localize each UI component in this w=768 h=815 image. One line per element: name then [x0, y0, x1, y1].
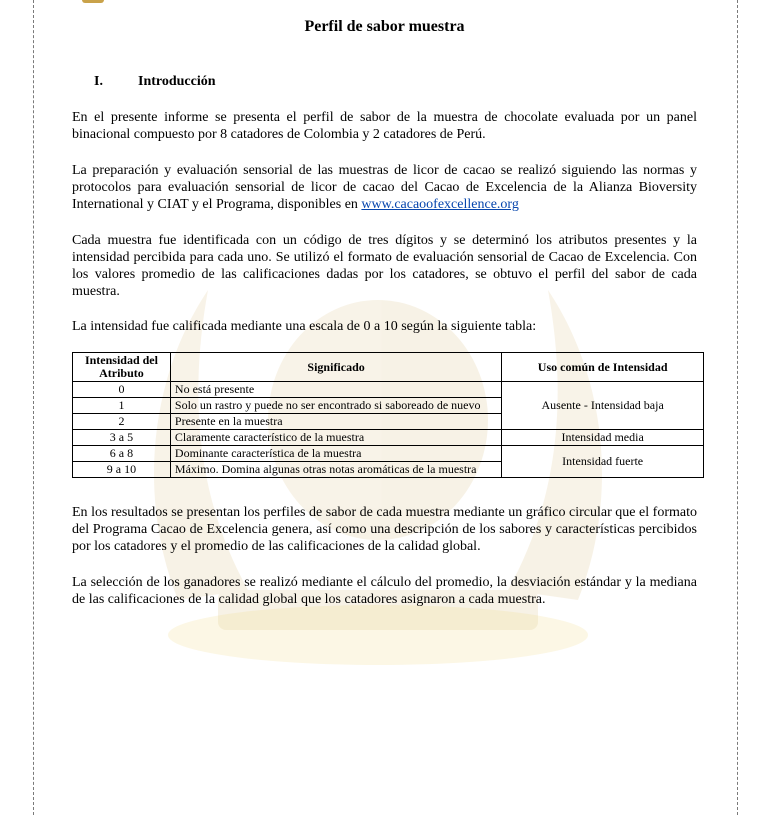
cell-value: 9 a 10: [73, 462, 171, 478]
cacao-link[interactable]: www.cacaoofexcellence.org: [361, 197, 519, 212]
cell-value: 3 a 5: [73, 430, 171, 446]
cell-value: 6 a 8: [73, 446, 171, 462]
paragraph-results: En los resultados se presentan los perfiles de sabor de cada muestra mediante un gráfico circular que el formato del Programa Cacao de Excelencia genera, así como una descripción de los sabores y características percibidos por los catadores y el promedio de las calificaciones de la calidad global.: [72, 505, 697, 554]
intensity-table: [72, 352, 704, 478]
page-border-right: [737, 0, 738, 815]
cell-use-strong: Intensidad fuerte: [502, 446, 704, 478]
cell-value: 1: [73, 398, 171, 414]
page-border-left: [33, 0, 34, 815]
paragraph-scale: La intensidad fue calificada mediante una escala de 0 a 10 según la siguiente tabla:: [72, 319, 537, 334]
cell-meaning: Claramente característico de la muestra: [170, 430, 501, 446]
paragraph-intro: En el presente informe se presenta el perfil de sabor de la muestra de chocolate evaluada por un panel binacional compuesto por 8 catadores de Colombia y 2 catadores de Perú.: [72, 110, 697, 142]
table-header-row: [73, 353, 704, 382]
section-number: I.: [94, 74, 103, 89]
table-row: [73, 430, 704, 446]
cell-meaning: Máximo. Domina algunas otras notas aromáticas de la muestra: [170, 462, 501, 478]
cell-value: 2: [73, 414, 171, 430]
header-meaning: Significado: [170, 353, 501, 382]
cell-meaning: Solo un rastro y puede no ser encontrado si saboreado de nuevo: [170, 398, 501, 414]
section-heading: [94, 74, 216, 90]
cell-meaning: Presente en la muestra: [170, 414, 501, 430]
header-intensity: Intensidad del Atributo: [73, 353, 171, 382]
paragraph-preparation-text: La preparación y evaluación sensorial de las muestras de licor de cacao se realizó siguiendo las normas y protocolos para evaluación sensorial de licor de cacao del Cacao de Excelencia de la Alianza Bioversity International y CIAT y el Programa, disponibles en: [72, 163, 697, 212]
cell-meaning: Dominante característica de la muestra: [170, 446, 501, 462]
paragraph-selection: La selección de los ganadores se realizó mediante el cálculo del promedio, la desviación estándar y la mediana de las calificaciones de la calidad global que los catadores asignaron a cada muestra.: [72, 575, 697, 607]
page-title: Perfil de sabor muestra: [304, 18, 465, 35]
table-row: [73, 382, 704, 398]
paragraph-preparation: [72, 162, 697, 213]
cell-use-low: Ausente - Intensidad baja: [502, 382, 704, 430]
header-use: Uso común de Intensidad: [502, 353, 704, 382]
cell-use-medium: Intensidad media: [502, 430, 704, 446]
header-ornament: [82, 0, 104, 3]
paragraph-identification: Cada muestra fue identificada con un código de tres dígitos y se determinó los atributos presentes y la intensidad percibida para cada uno. Se utilizó el formato de evaluación sensorial de Cacao de Excelencia. Con los valores promedio de las calificaciones dadas por los catadores, se obtuvo el perfil del sabor de cada muestra.: [72, 233, 697, 299]
cell-value: 0: [73, 382, 171, 398]
section-title: Introducción: [138, 74, 216, 89]
cell-meaning: No está presente: [170, 382, 501, 398]
table-row: [73, 446, 704, 462]
